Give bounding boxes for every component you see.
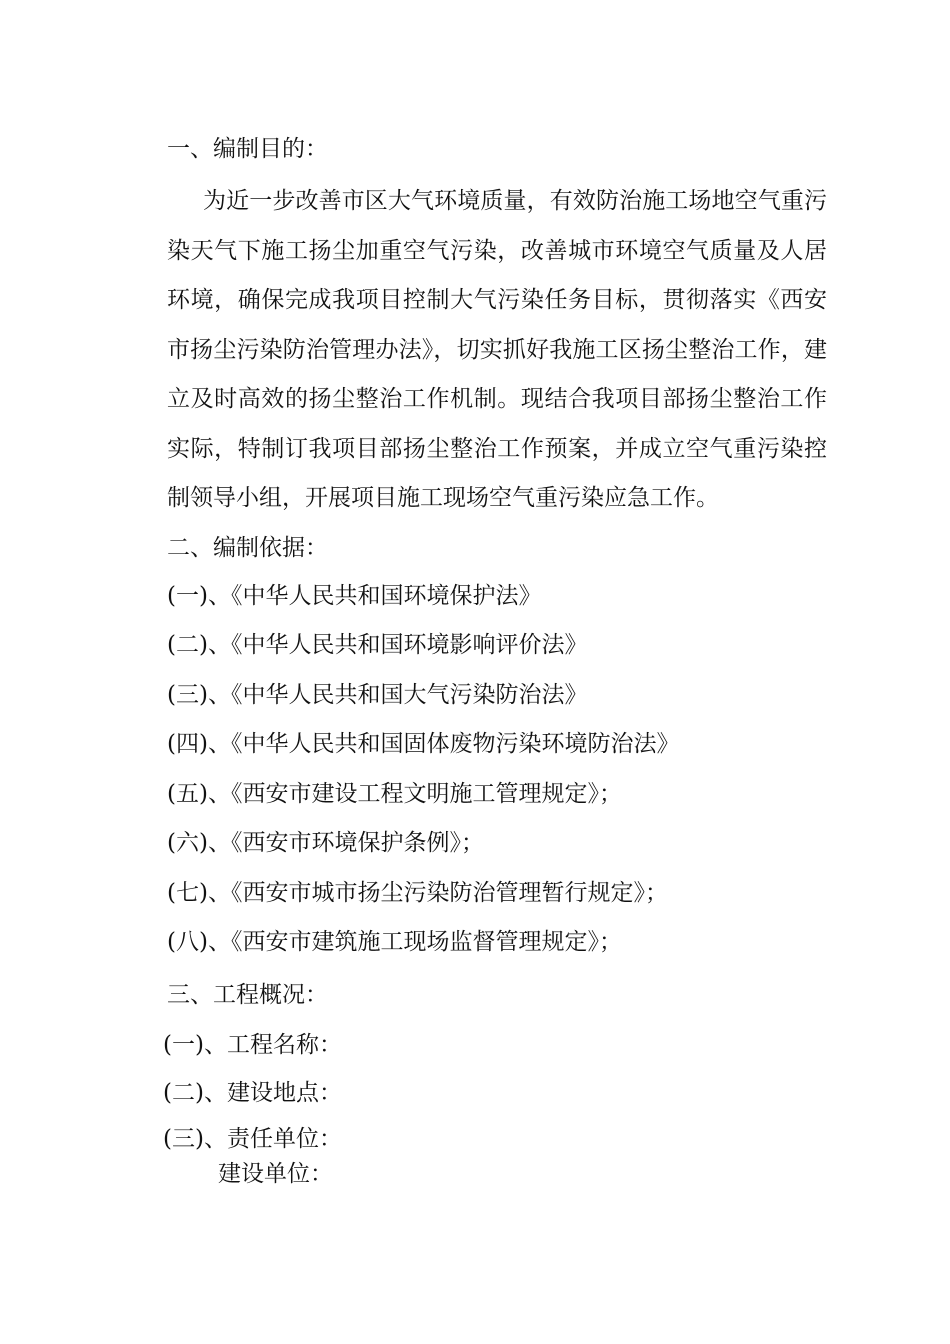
basis-item-5: (五)、《西安市建设工程文明施工管理规定》； (167, 781, 622, 807)
basis-item-3: (三)、《中华人民共和国大气污染防治法》 (167, 682, 588, 708)
section-heading-overview: 三、工程概况： (167, 982, 328, 1008)
overview-item-responsible-unit: (三)、责任单位： (163, 1126, 342, 1152)
purpose-paragraph: 为近一步改善市区大气环境质量，有效防治施工场地空气重污染天气下施工扬尘加重空气污染，改善城市环境空气质量及人居环境，确保完成我项目控制大气污染任务目标，贯彻落实《西安市扬尘污染防治管理办法》，切实抓好我施工区扬尘整治工作，建立及时高效的扬尘整治工作机制。现结合我项目部扬尘整治工作实际，特制订我项目部扬尘整治工作预案，并成立空气重污染控制领导小组，开展项目施工现场空气重污染应急工作。 (167, 188, 827, 511)
basis-item-4: (四)、《中华人民共和国固体废物污染环境防治法》 (167, 731, 680, 757)
basis-item-6: (六)、《西安市环境保护条例》； (167, 830, 484, 856)
basis-item-1: (一)、《中华人民共和国环境保护法》 (167, 583, 542, 609)
overview-subitem-construction-unit: 建设单位： (218, 1161, 333, 1187)
section-heading-purpose: 一、编制目的： (167, 136, 328, 162)
basis-item-8: (八)、《西安市建筑施工现场监督管理规定》； (167, 929, 622, 955)
basis-item-2: (二)、《中华人民共和国环境影响评价法》 (167, 632, 588, 658)
overview-item-location: (二)、建设地点： (163, 1080, 342, 1106)
section-heading-basis: 二、编制依据： (167, 535, 328, 561)
overview-item-project-name: (一)、工程名称： (163, 1032, 342, 1058)
basis-item-7: (七)、《西安市城市扬尘污染防治管理暂行规定》； (167, 880, 668, 906)
